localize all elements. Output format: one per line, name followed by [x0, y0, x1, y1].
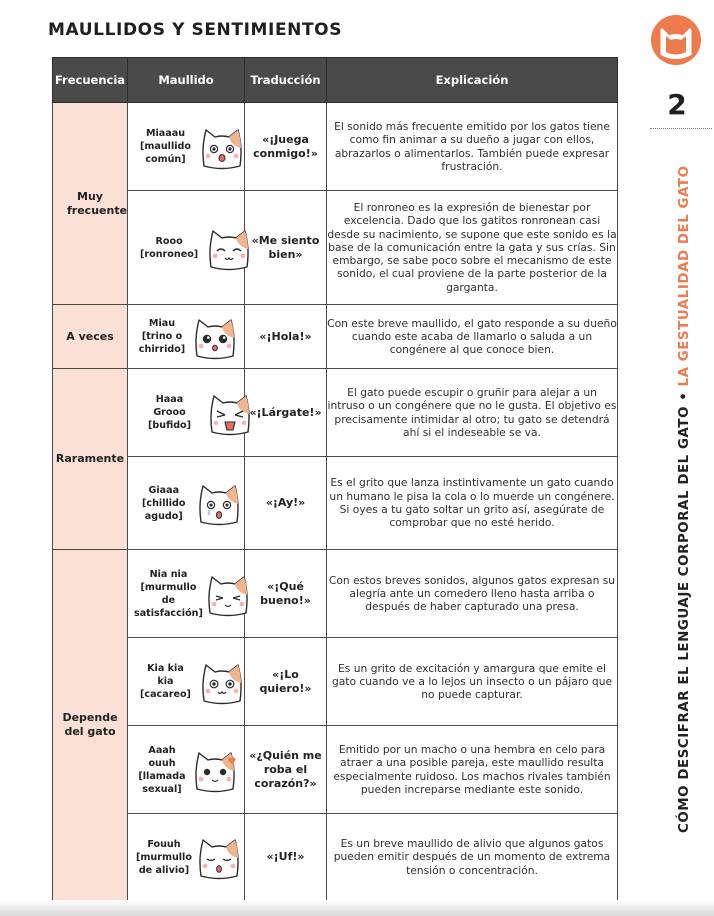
- cat-happy-open-mouth-icon: [199, 124, 245, 170]
- meow-cell: [128, 550, 245, 638]
- table-row: [53, 726, 618, 814]
- header-explanation: Explicación: [327, 58, 618, 103]
- page-bottom-edge: [0, 900, 714, 916]
- side-chapter-title: [677, 165, 692, 833]
- meow-cell: [128, 638, 245, 726]
- table-row: [53, 103, 618, 191]
- header-frequency: Frecuencia: [53, 58, 128, 103]
- header-translation: Traducción: [245, 58, 327, 103]
- frequency-cell: Raramente: [53, 369, 128, 550]
- meow-sound: Miaaau [maullido común]: [140, 128, 192, 165]
- translation-cell: «¡Juega conmigo!»: [245, 103, 327, 191]
- explanation-cell: Con este breve maullido, el gato responde a su dueño cuando este acaba de llamarlo o saluda a un congénere al que conoce bien.: [327, 305, 618, 369]
- table-row: [53, 369, 618, 457]
- cat-content-eyes-closed-icon: [206, 225, 252, 271]
- cat-head-badge-icon: [651, 15, 701, 65]
- translation-cell: «¡Lo quiero!»: [245, 638, 327, 726]
- meow-cell: [128, 369, 245, 457]
- page-title: MAULLIDOS Y SENTIMIENTOS: [48, 20, 343, 40]
- translation-cell: «¡Uf!»: [245, 814, 327, 901]
- side-title-book: CÓMO DESCIFRAR EL LENGUAJE CORPORAL DEL GATO •: [677, 386, 692, 833]
- meow-sound: Haaa Grooo [bufido]: [148, 394, 192, 431]
- frequency-cell: A veces: [53, 305, 128, 369]
- table-row: [53, 550, 618, 638]
- side-title-chapter: LA GESTUALIDAD DEL GATO: [677, 165, 692, 387]
- table-row: [53, 814, 618, 901]
- cat-angry-hissing-icon: [207, 390, 253, 436]
- translation-cell: «¡Ay!»: [245, 457, 327, 550]
- cat-crying-icon: [196, 480, 242, 526]
- cat-in-love-icon: [192, 747, 238, 793]
- cat-surprised-icon: [192, 314, 238, 360]
- frequency-cell: Muy frecuente: [53, 103, 128, 305]
- cat-satisfied-icon: [205, 571, 251, 617]
- translation-cell: «¡Qué bueno!»: [245, 550, 327, 638]
- explanation-cell: Es un breve maullido de alivio que algunos gatos pueden emitir después de un momento de extrema tensión o concentración.: [327, 814, 618, 901]
- translation-cell: «¡Lárgate!»: [245, 369, 327, 457]
- table-row: [53, 457, 618, 550]
- translation-cell: «¿Quién me roba el corazón?»: [245, 726, 327, 814]
- meow-sound: Nia nia [murmullo de satisfacción]: [134, 568, 203, 619]
- meow-cell: [128, 726, 245, 814]
- explanation-cell: Es el grito que lanza instintivamente un gato cuando un humano le pisa la cola o lo muerde un congénere. Si oyes a tu gato soltar un grito así, asegúrate de comprobar que no esté herido.: [327, 457, 618, 550]
- meow-sound: Aaah ouuh [llamada sexual]: [138, 744, 186, 795]
- explanation-cell: El sonido más frecuente emitido por los gatos tiene como fin animar a su dueño a jugar con ellos, abrazarlos o alimentarlos. También puede expresar frustración.: [327, 103, 618, 191]
- meow-sound: Giaaa [chillido agudo]: [142, 484, 186, 522]
- translation-cell: «Me siento bien»: [245, 191, 327, 305]
- meow-sound: Kia kia kia [cacareo]: [140, 663, 191, 700]
- meow-cell: [128, 103, 245, 191]
- table-row: [53, 638, 618, 726]
- meow-sound: Fouuh [murmullo de alivio]: [136, 838, 192, 876]
- meows-table: [52, 57, 618, 901]
- cat-relieved-icon: [196, 834, 242, 880]
- meow-sound: Rooo [ronroneo]: [140, 235, 199, 260]
- table-row: [53, 305, 618, 369]
- meow-cell: [128, 305, 245, 369]
- meow-cell: [128, 191, 245, 305]
- frequency-cell: Depende del gato: [53, 550, 128, 901]
- meow-sound: Miau [trino o chirrido]: [138, 318, 186, 355]
- header-meow: Maullido: [128, 58, 245, 103]
- explanation-cell: Con estos breves sonidos, algunos gatos expresan su alegría ante un comedero lleno hasta arriba o después de haber capturado una presa.: [327, 550, 618, 638]
- explanation-cell: El gato puede escupir o gruñir para alejar a un intruso o un congénere que no le gusta. El objetivo es precisamente intimidar al otro; tu gato se detendrá ahí si el indeseable se va.: [327, 369, 618, 457]
- explanation-cell: El ronroneo es la expresión de bienestar por excelencia. Dado que los gatitos ronronean casi desde su nacimiento, se supone que este sonido es la base de la comunicación entre la gata y sus crías. Sin embargo, se sabe poco sobre el mecanismo de este sonido, el cual proviene de la parte posterior de la garganta.: [327, 191, 618, 305]
- meow-cell: [128, 814, 245, 901]
- chapter-divider: [650, 128, 712, 129]
- cat-excited-icon: [199, 659, 245, 705]
- table-row: [53, 191, 618, 305]
- translation-cell: «¡Hola!»: [245, 305, 327, 369]
- explanation-cell: Emitido por un macho o una hembra en celo para atraer a una posible pareja, este maullido resulta especialmente ruidoso. Los machos rivales también pueden increparse mediante este sonido.: [327, 726, 618, 814]
- explanation-cell: Es un grito de excitación y amargura que emite el gato cuando ve a lo lejos un insecto o un pájaro que no puede capturar.: [327, 638, 618, 726]
- chapter-number: 2: [667, 88, 687, 121]
- meow-cell: [128, 457, 245, 550]
- table-header-row: [53, 58, 618, 103]
